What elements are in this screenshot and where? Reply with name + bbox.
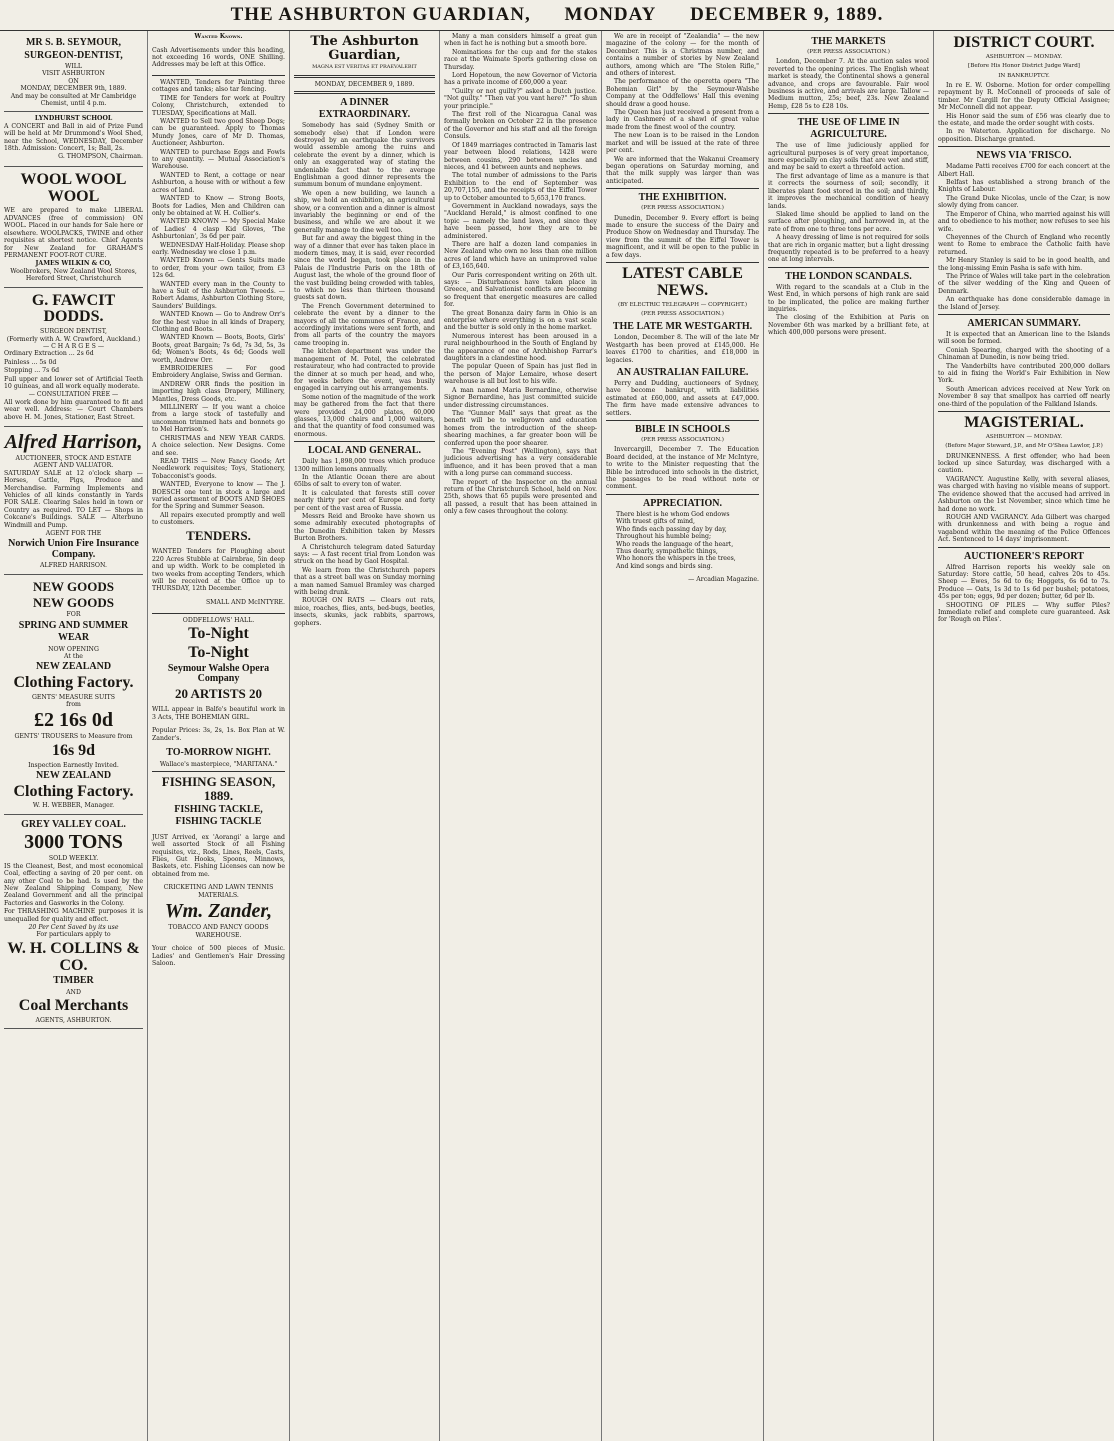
dentist-role: SURGEON-DENTIST, (24, 49, 123, 61)
editorial-paragraph: The kitchen department was under the management of M. Potel, the celebrated restaurateur, who had contracted to provide the dinner at so much per head, and who, for weeks before the event, was busily engaged in carrying out his arrangements. (294, 348, 435, 393)
coal-price: 20 Per Cent Saved by its use (28, 923, 119, 931)
goods-l9: Clothing Factory. (13, 673, 134, 691)
opera-prices: Popular Prices: 3s, 2s, 1s. Box Plan at W. Zander's. (152, 727, 285, 742)
news-paragraph: We are informed that the Wakanui Creamery began operations on Saturday morning, and that the milk supply was larger than was anticipated. (606, 155, 759, 185)
column-7 (934, 31, 1114, 1441)
goods-price2: 16s 9d (51, 741, 96, 759)
court-body (938, 82, 1110, 143)
tenders-sign: SMALL AND McINTYRE. (205, 599, 285, 607)
column-4 (440, 31, 602, 1441)
court-sub3: IN BANKRUPTCY. (998, 72, 1050, 79)
zealandia-intro: We are in receipt of "Zealandia" — the new magazine of the colony — for the month of December. This is a Christmas number, and contains a number of stories by New Zealand authors, among which are "The Stolen Rifle," and others of interest. (606, 33, 759, 78)
goods-l1: NEW GOODS (32, 578, 115, 594)
column-2 (148, 31, 290, 1441)
magisterial-paragraph: ROUGH AND VAGRANCY. Ada Gilbert was charged with drunkenness and with being a rogue and vagabond within the meaning of the Police Offences Act. Sentenced to 14 days' imprisonment. (938, 513, 1110, 544)
cable-head: THE LATE MR WESTGARTH. (612, 321, 753, 333)
column-5 (602, 31, 764, 1441)
goods-l5: WEAR (57, 632, 90, 644)
bible-sub: (PER PRESS ASSOCIATION.) (641, 437, 724, 444)
opera-company: Seymour Walshe Opera Company (167, 662, 270, 685)
goods-l2: NEW GOODS (32, 594, 115, 610)
wanted-ad: WANTED to Know — Strong Boots, Boots for Ladies, Men and Children can only be obtained at W. H. Collier's. (152, 195, 285, 217)
fawcit-charges-title: — C H A R G E S — (42, 342, 105, 350)
wool-firm: JAMES WILKIN & CO, (35, 260, 112, 268)
poem-line-4: Who reads the language of the heart, (616, 540, 734, 548)
editorial-paragraph: Somebody has said (Sydney Smith or somebody else) that if London were destroyed by an earthquake the survivors would assemble among the ruins and celebrate the event by a dinner, which is only an exaggerated way of stating the undeniable fact that to the average Englishman a good dinner represents the summum bonum of mundane enjoyment. (294, 122, 435, 189)
editorial-title: A DINNER EXTRAORDINARY. (318, 97, 411, 121)
news-paragraph: The performance of the operetta opera "The Bohemian Girl" by the Seymour-Walshe Company at the Oddfellows' Hall this evening should draw a good house. (606, 78, 759, 108)
piles-ad: SHOOTING OF PILES — Why suffer Piles? Immediate relief and complete cure guaranteed. Ask for 'Rough on Piles'. (938, 601, 1110, 624)
coal-firm3: AND (66, 988, 81, 996)
goods-l13: Inspection Earnestly Invited. (28, 761, 119, 769)
harrison-company: Norwich Union Fire Insurance Company. (8, 538, 139, 560)
columns (0, 31, 1114, 1441)
coal-tons: 3000 TONS (24, 831, 123, 854)
auction-title: AUCTIONEER'S REPORT (964, 550, 1084, 562)
fawcit-charge-2: Stopping ... 7s 6d (4, 367, 60, 375)
fawcit-consult: — CONSULTATION FREE — (28, 391, 119, 399)
goods-l10: GENTS' MEASURE SUITS (31, 693, 116, 701)
harrison-role: AUCTIONEER, STOCK AND ESTATE AGENT AND VALUATOR. (15, 455, 132, 470)
news-paragraph: Our Paris correspondent writing on 26th ult. says: — Disturbances have taken place in Greece, and Salvationist conflicts are becoming so frequent that energetic measures are called for. (444, 271, 597, 309)
news-paragraph: Of 1849 marriages contracted in Tamaris last year between blood relations, 1428 were between cousins, 290 between uncles and nieces, and 41 between aunts and nephews. (444, 141, 597, 171)
hall-name: ODDFELLOWS' HALL. (182, 616, 255, 624)
harrison-sign: ALFRED HARRISON. (40, 562, 107, 570)
wire-paragraph: The Grand Duke Nicolas, uncle of the Czar, is now slowly dying from cancer. (938, 194, 1110, 210)
markets-title: THE MARKETS (811, 36, 886, 47)
tomorrow-night: TO-MORROW NIGHT. (166, 747, 271, 759)
wool-text: WE are prepared to make LIBERAL ADVANCES (free of commission) ON WOOL. Placed in our hands for Sale here or elsewhere. WOOLPACKS, TWINE and other requisites at shortest notice. Chief Agents for New Zealand for GRAHAM'S PERMANENT FOOT-ROT CURE. (4, 207, 143, 259)
dentist-line-4: And may be consulted at Mr Cambridge Chemist, until 4 p.m. (10, 92, 137, 108)
wire-paragraph: Belfast has established a strong branch of the Knights of Labour. (938, 179, 1110, 194)
magisterial-body (938, 453, 1110, 544)
lime-body (768, 142, 929, 264)
cable-sub: (BY ELECTRIC TELEGRAPH — COPYRIGHT.) (617, 301, 748, 308)
magisterial-paragraph: VAGRANCY. Augustine Kelly, with several aliases, was charged with having no visible means of support. The evidence showed that the accused had arrived in Ashburton on the 1st November, since which time he had done no work. (938, 475, 1110, 513)
news-paragraph: The new Loan is to be raised in the London market and will be issued at the rate of three per cent. (606, 132, 759, 155)
wool-firm-sub: Woolbrokers, New Zealand Wool Stores, Hereford Street, Christchurch (10, 267, 137, 283)
wanted-ad: WANTED Known — Gents Suits made to order, from your own tailor, from £3 12s 6d. (152, 257, 285, 280)
goods-l14: NEW ZEALAND (35, 770, 112, 782)
local-paragraph: In the Atlantic Ocean there are about 65lbs of salt to every ton of water. (294, 473, 435, 489)
editorial-body (294, 122, 435, 438)
poem-line-6: Who honors the whispers in the trees, (616, 555, 736, 563)
dentist-line-3: MONDAY, DECEMBER 9th, 1889. (20, 85, 127, 93)
poem (606, 511, 759, 570)
local-paragraph: Daily has 1,898,000 trees which produce 1300 million lemons annually. (294, 458, 435, 473)
fishing-tackle-2: FISHING TACKLE (175, 816, 262, 828)
wire-paragraph: The Emperor of China, who married against his will and to obedience to his mother, now refuses to see his wife. (938, 210, 1110, 233)
lyndhurst-ad (4, 112, 143, 166)
goods-l8: NEW ZEALAND (35, 661, 112, 673)
fishing-tackle-1: FISHING TACKLE, (174, 803, 263, 815)
bible-text: Invercargill, December 7. The Education Board decided, at the instance of Mr McIntyre, to write to the Minister requesting that the Bible be introduced into schools in the district, the passages to be read without note or comment. (606, 446, 759, 491)
column-1 (0, 31, 148, 1441)
wanted-ad: WANTED Known — Go to Andrew Orr's for the best value in all kinds of Drapery, Clothing and Boots. (152, 311, 285, 333)
wool-ad (4, 167, 143, 288)
lime-paragraph: The first advantage of lime as a manure is that it corrects the sourness of soil; secondly, it liberates plant food stored in the soil; and thirdly, it improves the mechanical condition of heavy lands. (768, 172, 929, 210)
wanted-ad: WANTED to purchase Eggs and Fowls to any quantity. — Mutual Association's Warehouse. (152, 148, 285, 171)
failure-head: AN AUSTRALIAN FAILURE. (616, 367, 749, 378)
poem-line-5: Thus dearly, sympathetic things, (616, 547, 718, 555)
summary-paragraph: Coniah Spearing, charged with the shooting of a Chinaman at Dunedin, is now being tried. (938, 346, 1110, 362)
goods-l11: from (66, 701, 81, 709)
local-paragraph: We learn from the Christchurch papers that as a street ball was on Sunday morning a man named Samuel Bramley was charged with being drunk. (294, 566, 435, 597)
goods-l4: SPRING AND SUMMER (18, 619, 129, 631)
magisterial-sub2: (Before Major Steward, J.P., and Mr O'Shea Lawlor, J.P.) (945, 443, 1103, 450)
wanted-ad: ANDREW ORR finds the position in importing high class Drapery, Millinery, Mantles, Dress Goods, etc. (152, 380, 285, 403)
auction-text: Alfred Harrison reports his weekly sale on Saturday: Store cattle, 50 head, calves 20s to 45s. Sheep — Ewes, 5s 6d to 6s; Hoggets, 6s 6d to 7s. Produce — Oats, 1s 3d to 1s 6d per bushel; potatoes, 45s per ton; eggs, 9d per dozen; butter, 6d per lb. (938, 563, 1110, 601)
dentist-name: MR S. B. SEYMOUR, (25, 37, 121, 48)
cable-sub2: (PER PRESS ASSOCIATION.) (641, 310, 724, 317)
tenders-title: TENDERS. (186, 527, 251, 543)
fawcit-charge-1: Painless ... 5s 0d (4, 358, 57, 366)
wanted-ad: EMBROIDERIES — For good Embroidery Anglaise, Swiss and German. (152, 365, 285, 380)
tonight-2: To-Night (188, 643, 249, 661)
fawcit-charge-0: Ordinary Extraction ... 2s 6d (4, 350, 94, 358)
lime-title: THE USE OF LIME IN AGRICULTURE. (797, 117, 900, 141)
coal-text: IS the Cleanest, Best, and most economical Coal, effecting a saving of 20 per cent. on any other Coal to be had. Is used by the New Zealand Shipping Company, New Zealand Government and all the principal Factories and Gasworks in the Colony. (4, 862, 143, 907)
summary-paragraph: The Vanderbilts have contributed 200,000 dollars to aid in fixing the World's Fair Exhibition in New York. (938, 362, 1110, 385)
masthead-title: THE ASHBURTON GUARDIAN, (230, 4, 531, 25)
goods-l15: Clothing Factory. (13, 782, 134, 800)
opera-text: WILL appear in Balfe's beautiful work in 3 Acts, THE BOHEMIAN GIRL. (152, 706, 285, 721)
summary-paragraph: It is expected that an American line to the Islands will soon be formed. (938, 330, 1110, 346)
lyndhurst-sign: G. THOMPSON, Chairman. (58, 153, 143, 161)
lime-paragraph: A heavy dressing of lime is not required for soils that are rich in organic matter, but a light dressing frequently repeated is to be preferred to a heavy one at long intervals. (768, 234, 929, 264)
column-6 (764, 31, 934, 1441)
news-paragraph: "Guilty or not guilty?" asked a Dutch justice. "Not guilty." "Then vat you vant here?" "To shun your principle." (444, 87, 597, 110)
news-paragraph: The "Evening Post" (Wellington), says that judicious advertising has a very considerable influence, and it has been proved that a man with a long purse can command success. (444, 447, 597, 478)
fawcit-sub: (Formerly with A. W. Crawford, Auckland.) (6, 335, 141, 343)
coal-firm4: Coal Merchants (18, 997, 129, 1015)
dentist-ad (4, 33, 143, 112)
harrison-ad (4, 427, 143, 575)
news-paragraph: Many a man considers himself a great gun when in fact he is nothing but a smooth bore. (444, 33, 597, 48)
wire-paragraph: Mr Henry Stanley is said to be in good health, and the long-missing Emin Pasha is safe with him. (938, 257, 1110, 272)
fawcit-role: SURGEON DENTIST, (40, 328, 107, 336)
summary-paragraph: South American advices received at New York on November 8 say that smallpox has carried off nearly one-third of the population of the Falkland Islands. (938, 385, 1110, 408)
news-paragraph: The "Gunner Mall" says that great as the benefit will be to wellgrown and education homes from the introduction of the sheep-shearing machines, a far greater boon will be conferred upon the poor shearer. (444, 409, 597, 447)
news-paragraph: The first roll of the Nicaragua Canal was formally broken on October 22 in the presence of the Governor and his staff and all the foreign Consuls. (444, 111, 597, 141)
paper-motto: MAGNA EST VERITAS ET PRAEVALEBIT (312, 64, 417, 71)
lime-paragraph: Slaked lime should be applied to land on the surface after ploughing, and harrowed in, at the rate of from one to three tons per acre. (768, 210, 929, 233)
wire-paragraph: Cheyennes of the Church of England who recently went to Rome to embrace the Catholic faith have returned. (938, 233, 1110, 256)
editorial-paragraph: We open a new building, we launch a ship, we hold an exhibition, an agricultural show, or a convention and a dinner is almost invariably the beginning or end of the business, and while we are about it we generally manage to dine well too. (294, 189, 435, 234)
col4-body (444, 33, 597, 516)
goods-l16: W. H. WEBBER, Manager. (32, 802, 115, 810)
lyndhurst-title: LYNDHURST SCHOOL (34, 115, 113, 123)
harrison-name: Alfred Harrison, (4, 431, 143, 453)
clothing-ad (4, 575, 143, 815)
court-title: DISTRICT COURT. (953, 34, 1095, 51)
paper-title: The Ashburton Guardian, (310, 34, 419, 63)
wanted-title: Wanted Known. (194, 33, 243, 40)
court-paragraph: In re E. W. Osborne. Motion for order compelling repayment by R. McConnell of proceeds of sale of timber. Mr Cargill for the Deputy Official Assignee; Mr McConnell did not appear. (938, 82, 1110, 112)
exhibition-sub: (PER PRESS ASSOCIATION.) (641, 205, 724, 212)
exhibition-text: Dunedin, December 9. Every effort is being made to ensure the success of the Dairy and Produce Show on Wednesday and Thursday. The view from the summit of the Eiffel Tower is magnificent, and it will be open to the public in a few days. (606, 214, 759, 259)
news-paragraph: The great Bonanza dairy farm in Ohio is an enterprise where everything is on a vast scale and the butter is sold only in the home market. (444, 309, 597, 332)
goods-l3: FOR (66, 611, 81, 619)
coal-title: GREY VALLEY COAL. (21, 818, 126, 830)
news-paragraph: A man named Maria Bernardine, otherwise Signor Bernardine, has just committed suicide under distressing circumstances. (444, 386, 597, 409)
exhibition-title: THE EXHIBITION. (638, 192, 727, 204)
poem-line-3: Throughout his humble being; (616, 533, 712, 541)
poem-line-7: And kind songs and birds sing. (616, 562, 713, 570)
wanted-ad: READ THIS — New Fancy Goods; Art Needlework requisites; Toys, Stationery, Tobacconist's goods. (152, 457, 285, 480)
poem-line-0: There blest is he whom God endows (616, 510, 730, 518)
goods-l6: NOW OPENING (48, 645, 99, 653)
wanted-ad: WANTED KNOWN — My Special Make of Ladies' 4 clasp Kid Gloves, 'The Ashburtonian', 3s 6d per pair. (152, 218, 285, 241)
summary-body (938, 331, 1110, 408)
magisterial-sub: ASHBURTON — MONDAY. (985, 433, 1063, 440)
wanted-ad: WANTED to Rent, a cottage or near Ashburton, a house with or without a few acres of land. (152, 171, 285, 194)
local-paragraph: A Christchurch telegram dated Saturday says: — A fast recent trial from London was struck on the head by Gaol Hospital. (294, 543, 435, 566)
bible-title: BIBLE IN SCHOOLS (634, 424, 731, 436)
wire-paragraph: An earthquake has done considerable damage in the Island of Jersey. (938, 296, 1110, 311)
coal-firm5: AGENTS, ASHBURTON. (35, 1017, 112, 1025)
wanted-intro: Cash Advertisements under this heading, not exceeding 16 words, ONE Shilling. Addresses may be left at this Office. (152, 46, 285, 69)
poem-line-2: Who finds each passing day by day, (616, 525, 727, 533)
court-sub2: [Before His Honor District Judge Ward] (968, 63, 1080, 70)
poem-sign: — Arcadian Magazine. (688, 576, 759, 584)
wanted-ad: WANTED every man in the County to have a Suit of the Ashburton Tweeds. — Robert Adams, Ashburton Clothing Store, Saunders' Buildings. (152, 280, 285, 310)
rough-on-rats: ROUGH ON RATS — Clears out rats, mice, roaches, flies, ants, bed-bugs, beetles, insects, skunks, jack rabbits, sparrows, gophers. (294, 597, 435, 627)
masthead (0, 0, 1114, 31)
fawcit-name: G. FAWCIT DODDS. (31, 291, 116, 326)
wool-title: WOOL WOOL WOOL (20, 170, 127, 205)
failure-text: Perry and Dudding, auctioneers of Sydney, have become bankrupt, with liabilities estimated at £60,000, and assets at £47,000. The firm have made extensive advances to settlers. (606, 380, 759, 417)
poem-line-1: With truest gifts of mind, (616, 518, 695, 526)
tennis: CRICKETING AND LAWN TENNIS MATERIALS. (163, 884, 274, 899)
wanted-ad: CHRISTMAS and NEW YEAR CARDS. A choice selection. New Designs. Come and see. (152, 434, 285, 457)
news-paragraph: The popular Queen of Spain has just fled in the person of Major Lemaire, whose desert warehouse is all but lost to his wife. (444, 363, 597, 386)
wanted-ad: WANTED, Tenders for Painting three cottages and tanks; also tar fencing. (152, 79, 285, 94)
wanted-ad: WANTED to Sell two good Sheep Dogs; can be guaranteed. Apply to Thomas Mundy Jones, care of Mr D. Thomas, Auctioneer, Ashburton. (152, 118, 285, 148)
goods-price: £2 16s 0d (34, 709, 113, 732)
news-paragraph: Nominations for the cup and for the stakes race at the Waimate Sports gathering close on Thursday. (444, 48, 597, 71)
zander-name: Wm. Zander, (164, 900, 273, 923)
wire-title: NEWS VIA 'FRISCO. (976, 150, 1072, 162)
fawcit-ad (4, 288, 143, 427)
news-paragraph: Government in Auckland nowadays, says the "Auckland Herald," is almost confined to one topic — namely the land laws, and since they have been passed, how they are to be administered. (444, 202, 597, 240)
coal-ad (4, 815, 143, 1030)
wanted-ad: TIME for Tenders for work at Poultry Colony, Christchurch, extended to TUESDAY, Specifications at Mall. (152, 94, 285, 117)
magisterial-paragraph: DRUNKENNESS. A first offender, who had been locked up since Saturday, was discharged with a caution. (938, 452, 1110, 475)
markets-sub: (PER PRESS ASSOCIATION.) (807, 49, 890, 55)
markets-text: London, December 7. At the auction sales wool reverted to the opening prices. The English wheat market is steady, the Continental shows a general advance, and crops are favourable. Fair wool business is active, and arrivals are large. Tallow — Medium mutton, 25s; beef, 23s. New Zealand Hemp, £28 5s to £28 10s. (768, 58, 929, 110)
harrison-agent: AGENT FOR THE (45, 530, 102, 538)
news-paragraph: The Queen has just received a present from a lady in Cashmere of a shawl of great value made from the finest wool of the country. (606, 109, 759, 131)
fishing-season: FISHING SEASON, 1889. (161, 774, 276, 803)
wire-paragraph: The Prince of Wales will take part in the celebration of the silver wedding of the King and Queen of Denmark. (938, 272, 1110, 295)
court-paragraph: In re Waterton. Application for discharge. No opposition. Discharge granted. (938, 128, 1110, 143)
goods-l12: GENTS' TROUSERS to Measure from (14, 733, 133, 741)
tonight-1: To-Night (188, 625, 249, 643)
editorial-paragraph: But far and away the biggest thing in the way of a dinner that ever has taken place in modern times, may, it is said, ever recorded since the world began, took place in the Palais de l'Industrie Paris on the 18th of August last, the whole of the ground floor of the vast building being crowded with tables, to which no less than thirteen thousand guests sat down. (294, 235, 435, 302)
wanted-ad: WANTED Known — Boots, Boots, Girls' Boots, great Bargain; 7s 6d, 7s 3d, 5s, 3s 6d; Women's Boots, 4s 6d; Goods well worth, Andrew Orr. (152, 334, 285, 364)
editorial-paragraph: The French Government determined to celebrate the event by a dinner to the mayors of all the communes of France, and accordingly invitations were sent forth, and from all parts of the country the mayors came trooping in. (294, 302, 435, 347)
fawcit-charge-3: Full upper and lower set of Artificial Teeth 10 guineas, and all work equally moderate. (4, 375, 143, 390)
coal-firm2: TIMBER (53, 975, 94, 987)
news-paragraph: Numerous interest has been aroused in a rural neighbourhood in the South of England by the appearance of one of Archbishop Farrar's daughters in a clandestine hood. (444, 332, 597, 363)
masthead-day: MONDAY (564, 4, 657, 25)
col5-body (606, 78, 759, 185)
london-title: THE LONDON SCANDALS. (785, 270, 912, 282)
dentist-line-1: VISIT ASHBURTON (42, 70, 105, 78)
news-paragraph: The total number of admissions to the Paris Exhibition to the end of September was 20,707,155, and the receipts of the Eiffel Tower up to October amounted to 5,653,170 francs. (444, 172, 597, 202)
local-body (294, 458, 435, 596)
opera-artists: 20 ARTISTS 20 (175, 685, 262, 701)
cable-title: LATEST CABLE NEWS. (622, 264, 743, 299)
cable-text: London, December 8. The will of the late Mr Westgarth has been proved at £145,000. He leaves £1700 to charities, and £18,000 in legacies. (606, 334, 759, 364)
lime-paragraph: The use of lime judiciously applied for agricultural purposes is of very great importance, more especially on clay soils that are wet and stiff, and may be said to exert a threefold action. (768, 142, 929, 172)
maritana: Wallace's masterpiece, "MARITANA." (159, 760, 278, 768)
coal-firm: W. H. COLLINS & CO. (7, 939, 140, 974)
coal-partic: For particulars apply to (36, 931, 111, 939)
dentist-line-2: ON (68, 77, 79, 85)
wanted-ad: WANTED, Everyone to know — The J. BOESCH one tent in stock a large and varied assortment of BOOTS AND SHOES for the Spring and Summer Season. (152, 481, 285, 511)
london-text: With regard to the scandals at a Club in the West End, in which persons of high rank are said to be implicated, the police are making further inquiries. (768, 283, 929, 313)
court-sub: ASHBURTON — MONDAY. (985, 53, 1063, 60)
dentist-line-0: WILL (64, 63, 83, 70)
paper-date: MONDAY, DECEMBER 9, 1889. (314, 80, 415, 88)
local-paragraph: Messrs Reid and Brooke have shown us some admirably executed photographs of the Dunedin Exhibition taken by Messrs Burton Brothers. (294, 513, 435, 543)
wire-paragraph: Madame Patti receives £700 for each concert at the Albert Hall. (938, 163, 1110, 178)
masthead-date: DECEMBER 9, 1889. (690, 4, 884, 25)
news-paragraph: Lord Hopetoun, the new Governor of Victoria has a private income of £60,000 a year. (444, 72, 597, 87)
court-paragraph: His Honor said the sum of £56 was clearly due to the estate, and made the order sought with costs. (938, 112, 1110, 128)
lyndhurst-text: A CONCERT and Ball in aid of Prize Fund will be held at Mr Drummond's Wool Shed, near the School, WEDNESDAY, December 18th. Admission: Concert, 1s; Ball, 2s. (4, 122, 143, 153)
local-title: LOCAL AND GENERAL. (307, 445, 422, 457)
zander-sub: TOBACCO AND FANCY GOODS WAREHOUSE. (168, 924, 269, 939)
exhibition-note: The closing of the Exhibition at Paris on November 6th was marked by a brilliant fete, at which 400,000 persons were present. (768, 314, 929, 337)
column-3 (290, 31, 440, 1441)
coal-sold: SOLD WEEKLY. (48, 855, 99, 863)
wanted-ad: WEDNESDAY Half-Holiday. Please shop early. Wednesday we close 1 p.m. (152, 241, 285, 256)
news-paragraph: The report of the Inspector on the annual return of the Christchurch School, held on Nov. 25th, shows that 65 pupils were presented and all passed, a result that has been attained in only a few cases throughout the colony. (444, 478, 597, 516)
wanted-ad: All repairs executed promptly and well to customers. (152, 511, 285, 527)
wire-body (938, 163, 1110, 311)
goods-l7: At the (64, 652, 83, 660)
fawcit-note: All work done by him guaranteed to fit and wear well. Address: — Court Chambers above H. M. Jones, Stationer, East Street. (4, 398, 143, 421)
tenders-text: WANTED Tenders for Ploughing about 220 Acres Stubble at Cairnbrae, 5in deep and up width. Work to be completed in two weeks from accepting Tenders, which will be received at the Office up to THURSDAY, 12th December. (152, 548, 285, 593)
magisterial-title: MAGISTERIAL. (964, 414, 1084, 432)
harrison-text: SATURDAY SALE at 12 o'clock sharp — Horses, Cattle, Pigs, Produce and Merchandise. Farming Implements and Vehicles of all kinds constantly in Yards FOR SALE. Clearing Sales held in town or Country as required. TO LET — Shops in Cokcane's Buildings. SALE — Alterbuno Windmill and Pump. (4, 469, 143, 529)
news-paragraph: There are half a dozen land companies in New Zealand who own no less than one million acres of land which have an unimproved value of £3,165,640. (444, 240, 597, 271)
fishing-text: JUST Arrived, ex 'Aorangi' a large and well assorted Stock of all Fishing requisites, viz., Rods, Lines, Reels, Casts, Flies, Gut Hooks, Spoons, Minnows, Baskets, etc. Fishing Licenses can now be obtained from me. (152, 833, 285, 878)
local-paragraph: It is calculated that forests still cover nearly thirty per cent of Europe and forty per cent of the vast area of Russia. (294, 489, 435, 512)
wanted-ad: MILLINERY — If you want a choice from a large stock of tastefully and uncommon trimmed hats and bonnets go to Mel Harrison's. (152, 404, 285, 434)
coal-thresh: For THRASHING MACHINE purposes it is unequalled for quality and effect. (4, 908, 143, 923)
editorial-paragraph: Some notion of the magnitude of the work may be gathered from the fact that there were provided 24,000 plates, 60,000 glasses, 13,000 chairs and 1,000 waiters, and that the quantity of food consumed was enormous. (294, 393, 435, 438)
summary-title: AMERICAN SUMMARY. (967, 317, 1081, 329)
appreciation-title: APPRECIATION. (643, 497, 722, 509)
wanted-list (152, 79, 285, 527)
zander-text: Your choice of 500 pieces of Music. Ladies' and Gentlemen's Hair Dressing Saloon. (152, 945, 285, 968)
